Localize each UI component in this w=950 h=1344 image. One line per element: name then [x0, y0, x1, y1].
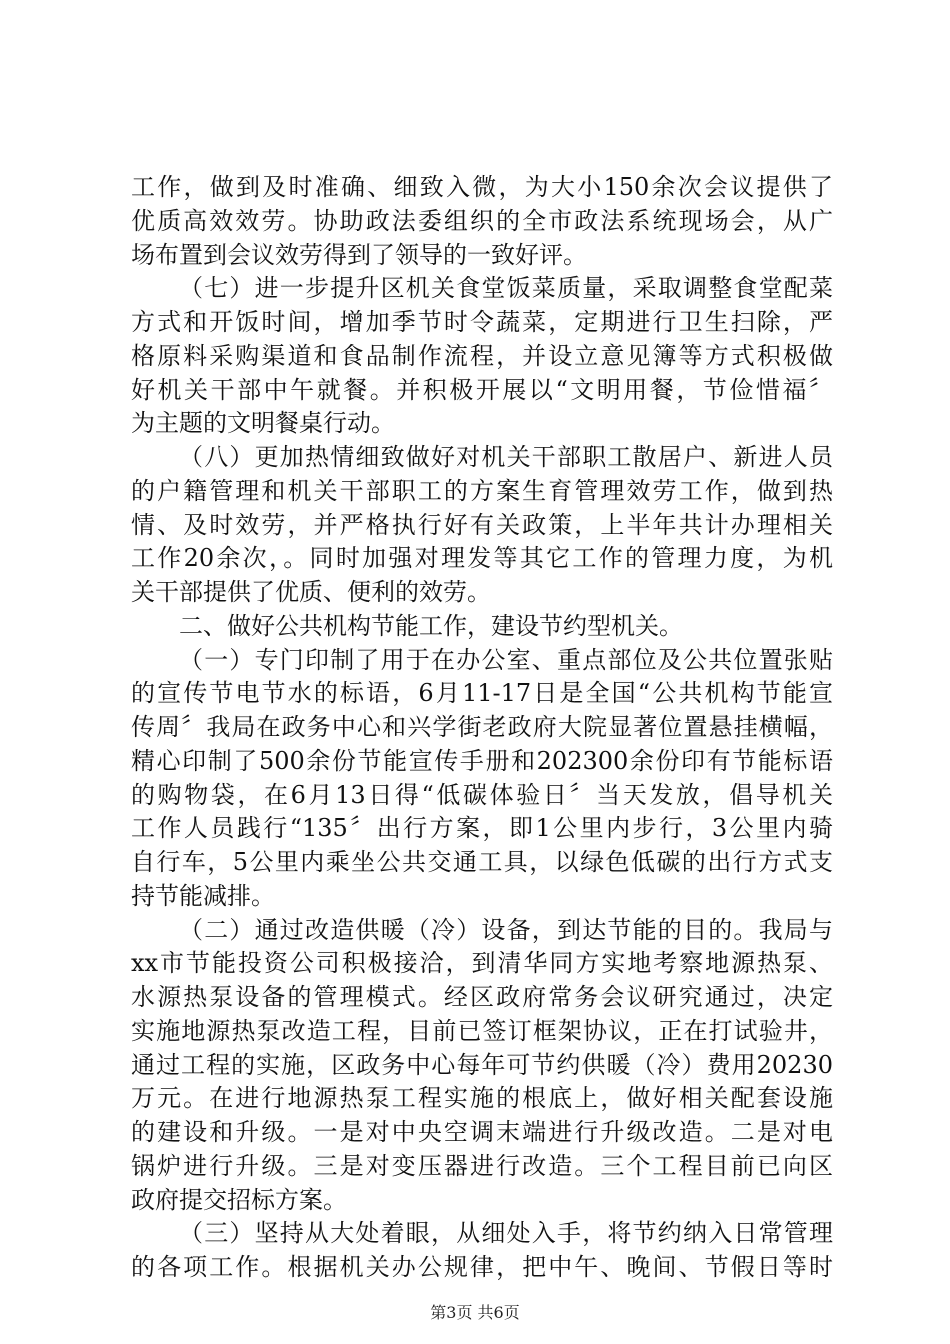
text-line: 自行车，5公里内乘坐公共交通工具，以绿色低碳的出行方式支 [131, 848, 833, 876]
text-line: 精心印制了500余份节能宣传手册和202300余份印有节能标语 [131, 746, 833, 775]
text-line: 的宣传节电节水的标语，6月11-17日是全国“公共机构节能宣 [131, 679, 833, 708]
text-line: 的建设和升级。一是对中央空调末端进行升级改造。二是对电 [131, 1118, 833, 1146]
text-line: xx市节能投资公司积极接洽，到清华同方实地考察地源热泵、 [131, 949, 833, 978]
text-line: （二）通过改造供暖（冷）设备，到达节能的目的。我局与 [179, 915, 833, 944]
text-line: （七）进一步提升区机关食堂饭菜质量，采取调整食堂配菜 [179, 274, 833, 303]
text-line: 的户籍管理和机关干部职工的方案生育管理效劳工作，做到热 [131, 476, 833, 505]
text-line: 方式和开饭时间，增加季节时令蔬菜，定期进行卫生扫除，严 [131, 308, 833, 336]
text-line: 工作人员践行“135〞出行方案，即1公里内步行，3公里内骑 [131, 814, 833, 843]
text-line: 实施地源热泵改造工程，目前已签订框架协议，正在打试验井， [131, 1016, 833, 1045]
text-line: 的购物袋，在6月13日得“低碳体验日〞当天发放，倡导机关 [131, 780, 833, 809]
text-line: 关干部提供了优质、便利的效劳。 [131, 578, 491, 606]
text-line: 场布置到会议效劳得到了领导的一致好评。 [131, 240, 587, 269]
text-line: （八）更加热情细致做好对机关干部职工散居户、新进人员 [179, 443, 833, 471]
text-line: 政府提交招标方案。 [131, 1185, 347, 1214]
text-line: 优质高效效劳。协助政法委组织的全市政法系统现场会，从广 [131, 206, 833, 235]
text-line: 情、及时效劳，并严格执行好有关政策，上半年共计办理相关 [131, 510, 833, 539]
text-line: 持节能减排。 [131, 881, 275, 910]
text-line: 好机关干部中午就餐。并积极开展以“文明用餐，节俭惜福〞 [131, 375, 833, 404]
body-text [131, 171, 833, 1285]
text-line: （一）专门印制了用于在办公室、重点部位及公共位置张贴 [179, 645, 833, 674]
text-line: 工作20余次，。同时加强对理发等其它工作的管理力度，为机 [131, 544, 833, 573]
text-line: 工作，做到及时准确、细致入微，为大小150余次会议提供了 [131, 173, 833, 201]
text-line: 格原料采购渠道和食品制作流程，并设立意见簿等方式积极做 [131, 341, 833, 370]
text-line: 锅炉进行升级。三是对变压器进行改造。三个工程目前已向区 [131, 1151, 833, 1180]
text-line: 为主题的文明餐桌行动。 [131, 409, 395, 438]
text-line: 的各项工作。根据机关办公规律，把中午、晚间、节假日等时 [131, 1253, 833, 1281]
text-line: 水源热泵设备的管理模式。经区政府常务会议研究通过，决定 [131, 983, 833, 1011]
text-line: 传周〞我局在政务中心和兴学街老政府大院显著位置悬挂横幅， [131, 713, 833, 741]
page-footer: 第3页 共6页 [430, 1303, 520, 1322]
text-line: （三）坚持从大处着眼，从细处入手，将节约纳入日常管理 [179, 1219, 833, 1248]
text-line: 二、做好公共机构节能工作，建设节约型机关。 [179, 611, 683, 640]
text-line: 万元。在进行地源热泵工程实施的根底上，做好相关配套设施 [131, 1084, 833, 1113]
text-line: 通过工程的实施，区政务中心每年可节约供暖（冷）费用20230 [131, 1050, 833, 1079]
